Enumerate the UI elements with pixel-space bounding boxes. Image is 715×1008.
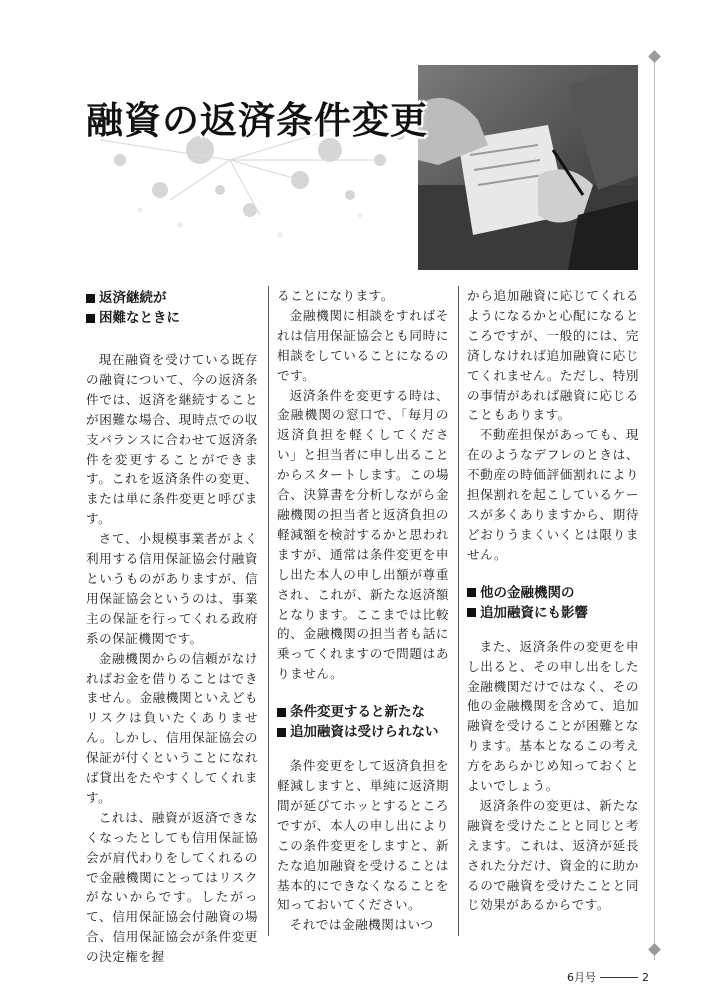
rule-bottom-diamond xyxy=(648,943,661,956)
section-heading-1: 返済継続が 困難なときに xyxy=(86,288,258,328)
paragraph: ることになります。 xyxy=(277,288,394,303)
bullet-square-icon xyxy=(467,588,476,597)
rule-top-diamond xyxy=(648,50,661,63)
bullet-square-icon xyxy=(277,708,286,717)
bullet-square-icon xyxy=(277,728,286,737)
column-2 xyxy=(277,286,449,935)
paragraph: 返済条件を変更する時は、金融機関の窓口で、「毎月の返済負担を軽くしてください」と担当者に申し出ることからスタートします。この場合、決算書を分析しながら金融機関の担当者と返済負担の軽減額を検討するかと思われますが、通常は条件変更を申し出た本人の申し出額が尊重され、これが、新たな返済額となります。ここまでは比較的、金融機関の担当者も話に乗ってくれますので問題はありません。 xyxy=(277,387,449,682)
paragraph: から追加融資に応じてくれるようになるかと心配になるところですが、一般的には、完済しなければ追加融資に応じてくれません。ただし、特別の事情があれば融資に応じることもあります。 xyxy=(467,288,639,423)
bullet-square-icon xyxy=(86,294,95,303)
footer-dash xyxy=(600,977,638,978)
paragraph: 金融機関に相談をすればそれは信用保証協会とも同時に相談をしていることになるのです。 xyxy=(277,307,449,383)
paragraph: これは、融資が返済できなくなったとしても信用保証協会が肩代わりをしてくれるので金融機関にとってはリスクがないからです。したがって、信用保証協会付融資の場合、信用保証協会が条件変更の決定権を握 xyxy=(86,809,258,965)
paragraph: さて、小規模事業者がよく利用する信用保証協会付融資というものがありますが、信用保証協会というのは、事業主の保証を行ってくれる政府系の保証機関です。 xyxy=(86,531,258,646)
paragraph: 返済条件の変更は、新たな融資を受けたことと同じと考えます。これは、返済が延長された分だけ、資金的に助かるので融資を受けたことと同じ効果があるからです。 xyxy=(467,797,639,913)
bullet-square-icon xyxy=(467,608,476,617)
paragraph: それでは金融機関はいつ xyxy=(289,917,434,933)
column-1 xyxy=(86,286,258,967)
bullet-square-icon xyxy=(86,314,95,323)
issue-label: 6月号 xyxy=(567,971,596,984)
paragraph: 不動産担保があっても、現在のようなデフレのときは、不動産の時価評価割れにより担保割れを起こしているケースが多くありますから、期待どおりうまくいくとは限りません。 xyxy=(467,427,639,562)
paragraph: 条件変更をして返済負担を軽減しますと、単純に返済期間が延びてホッとするところですが、本人の申し出によりこの条件変更をしますと、新たな追加融資を受けることは基本的にできなくなることを知っておいてください。 xyxy=(277,758,449,913)
page-number: 2 xyxy=(642,970,649,984)
page-title: 融資の返済条件変更 xyxy=(86,99,428,142)
right-margin-rule xyxy=(654,50,655,960)
paragraph: また、返済条件の変更を申し出ると、その申し出をした金融機関だけではなく、その他の金融機関を含めて、追加融資を受けることが困難となります。基本となるこの考え方をあらかじめ知っておくとよいでしょう。 xyxy=(467,638,639,794)
paragraph: 金融機関からの信頼がなければお金を借りることはできません。金融機関といえどもリスクは負いたくありません。しかし、信用保証協会の保証が付くということになれば貸出をたやすくしてくれます。 xyxy=(86,650,258,805)
column-divider xyxy=(458,286,459,936)
business-handshake-photo-icon xyxy=(418,65,638,270)
page-footer xyxy=(567,969,649,985)
section-heading-2: 条件変更すると新たな 追加融資は受けられない xyxy=(277,702,449,742)
column-divider xyxy=(268,286,269,936)
paragraph: 現在融資を受けている既存の融資について、今の返済条件では、返済を継続することが困難な場合、現時点での収支バランスに合わせて返済条件を変更することができます。これを返済条件の変更、または単に条件変更と呼びます。 xyxy=(86,352,258,527)
section-heading-3: 他の金融機関の 追加融資にも影響 xyxy=(467,583,639,623)
column-3 xyxy=(467,286,639,915)
